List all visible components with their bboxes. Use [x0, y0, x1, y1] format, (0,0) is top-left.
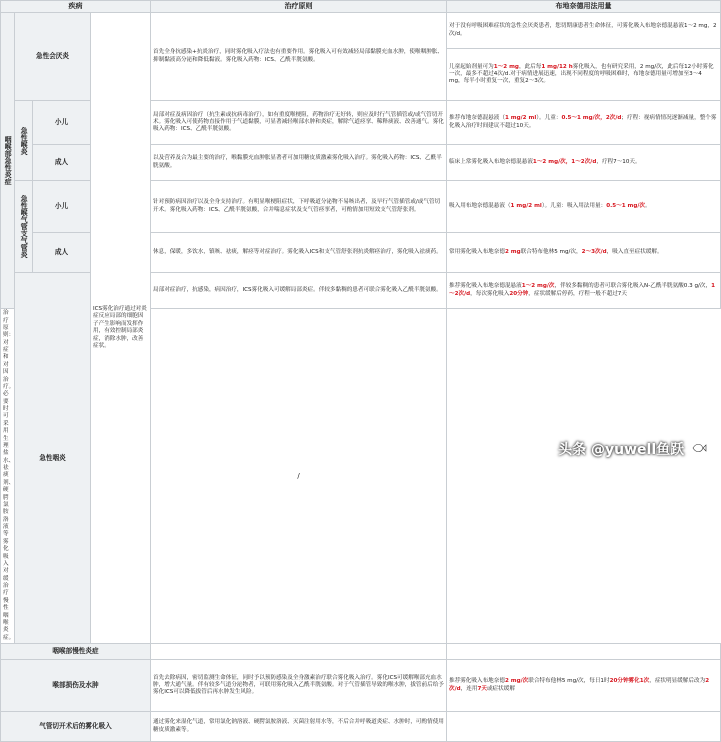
ltb-child-label: 小儿 — [33, 181, 91, 233]
dosage-ltb-child: 吸入用布地奈德混悬液（1 mg/2 ml）。儿童：吸入用法用量：0.5～1 mg/次。 — [447, 181, 721, 233]
section-acute-laryngitis: 急性喉炎 — [15, 101, 33, 181]
dosage-pharyngitis: 推荐雾化吸入布地奈德混悬液1～2 mg/次，伴较多黏稠的患者可联合雾化吸入N-乙酰半胱氨酸0.3 g/次，1～2次/d，每次雾化吸入20分钟，症状缓解后停药，疗程一般不超过7天 — [447, 273, 721, 309]
principle-chronic-pharyngeal — [151, 644, 447, 660]
dosage-epiglottitis-a: 对于没有呼吸困难症状的急性会厌炎患者，您切期康患者生命体征，可雾化吸入布地奈德混悬液1～2 mg，2次/d。 — [447, 13, 721, 49]
watermark — [558, 439, 706, 459]
disease-acute-pharyngitis: 急性咽炎 — [15, 273, 91, 644]
dosage-laryngitis-adult: 临床上常雾化吸入布地奈德混悬液1～2 mg/次，1～2次/d，疗程7～10天。 — [447, 145, 721, 181]
dosage-laryngeal-edema: 推荐雾化吸入布地奈德2 mg/次联合特布他林5 mg/次，每日1时20分钟雾化1次，症状明显缓解后改为2次/d，连用7天或症状缓解 — [447, 660, 721, 712]
laryngitis-adult-label: 成人 — [33, 145, 91, 181]
header-disease: 疾病 — [1, 1, 151, 13]
principle-ltb-adult: 休息，保暖，多饮水，镇咳、祛痰，解痉等对症治疗。雾化吸入ICS和支气管舒张剂抗炎解痉治疗，雾化吸入祛痰药。 — [151, 233, 447, 273]
disease-acute-epiglottitis: 急性会厌炎 — [15, 13, 91, 101]
principle-ltb-child: 针对预防病因治疗以及全身支持治疗。有明显喉梗阻症状，下呼吸道分泌物不易咳出者，及早行气管插管或/或气管切开术。雾化吸入药物：ICS、乙酰半胱氨酸，合并喘息症状及支气管痉挛者，可酌情加用短效支气管舒张剂。 — [151, 181, 447, 233]
section-upper-airway: 咽喉部急性炎症 — [1, 13, 15, 309]
dosage-chronic-pharyngeal — [447, 644, 721, 660]
table-row — [1, 660, 721, 712]
disease-laryngeal-edema: 喉部损伤及水肿 — [1, 660, 151, 712]
table-row — [1, 644, 721, 660]
principle-laryngitis-adult: 以及营养及合为最主要的治疗，喉黏膜充血肿胀显著者可加用糖皮质激素雾化吸入治疗。雾化吸入药物：ICS、乙酰半胱氨酸。 — [151, 145, 447, 181]
principle-epiglottitis: 首先全身抗感染+抗炎治疗，同时雾化吸入疗法也有重要作用。雾化吸入可有效减轻局部黏膜充血水肿，使喉咽肿胀、抑制黏液高分泌和降低黏液。雾化吸入药物：ICS、乙酰半胱氨酸。 — [151, 13, 447, 101]
principle-pharyngitis-b: 治疗原则：对症和对因治疗。必要时可采用生理盐水、祛痰剂、硬腭氯胺洛液等雾化吸入对缓治疗慢性咽喉炎症。 — [1, 309, 15, 644]
dosage-ltb-adult: 常用雾化吸入布地奈德2 mg联合特布他林5 mg/次，2～3次/d，吸入直至症状缓解。 — [447, 233, 721, 273]
principle-pharyngitis: 局部对症治疗，抗感染，病因治疗，ICS雾化吸入可缓解局部炎症。伴较多黏稠的患者可联合雾化吸入乙酰半胱氨酸。 — [151, 273, 447, 309]
mechanism-cell: ICS雾化治疗通过对炎症反应局部的细胞因子产生影响而发挥作用，有效控制局部炎症，消除水肿，改善症状。 — [91, 13, 151, 644]
disease-chronic-pharyngeal: 咽喉部慢性炎症 — [1, 644, 151, 660]
fish-logo-icon — [692, 442, 706, 458]
principle-laryngeal-edema: 首先去除病因，密切监测生命体征，同时予以预防感染及全身激素治疗联合雾化吸入治疗。雾化ICS可缓解喉部充血水肿，增大通气量。伴有较多气道分泌物者，可联用雾化吸入乙酰半胱氨酸。对于气管插管导致的喉水肿，拔管前后给予雾化ICS可以降低拔管后再水肿发生风险。 — [151, 660, 447, 712]
table-row — [1, 712, 721, 742]
disease-tracheotomy: 气管切开术后的雾化吸入 — [1, 712, 151, 742]
dosage-tracheotomy — [447, 712, 721, 742]
header-row — [1, 1, 721, 13]
table-row — [1, 13, 721, 49]
header-principle: 治疗原则 — [151, 1, 447, 13]
watermark-text: 头条 @yuwell鱼跃 — [558, 442, 685, 458]
ltb-adult-label: 成人 — [33, 233, 91, 273]
laryngitis-child-label: 小儿 — [33, 101, 91, 145]
dosage-pharyngitis-b: / — [151, 309, 447, 644]
dosage-laryngitis-child: 推荐布地奈德混悬液（1 mg/2 ml）。儿童：0.5～1 mg/次，2次/d；疗程：视病情情况逐渐减量，整个雾化吸入治疗时间建议不超过10天。 — [447, 101, 721, 145]
principle-tracheotomy: 通过雾化来湿化气道，常用氯化钠溶液、硬腭氯胺洛液、灭菌注射用水等，不后合并呼吸道炎症、水肿时，可酌情使用糖皮质激素等。 — [151, 712, 447, 742]
header-dosage: 布地奈德用法用量 — [447, 1, 721, 13]
dosage-epiglottitis-b: 儿童起始剂量可为1～2 mg，此后每1 mg/12 h雾化吸入，也有研究采用，2 mg/次，此后每12小时雾化一次，最多不超过4次/d.对于病情进展迅速，出现不同程度的呼吸困难时，布地奈德用量可增加至3～4 mg，每半小时重复一次，重复2～3次。 — [447, 49, 721, 101]
principle-laryngitis-child: 局部对症及病因治疗（抗生素或抗病毒治疗），如有重度喉梗阻，药物治疗无好转，则应及时行气管插管或/或气管切开术。雾化吸入可使药物直接作用于气道黏膜，可显著减轻喉部水肿和炎症，解除气道痉挛、稀释痰液、改善通气。雾化吸入药物：ICS、乙酰半胱氨酸。 — [151, 101, 447, 145]
section-acute-ltb: 急性喉气管支气管炎 — [15, 181, 33, 273]
